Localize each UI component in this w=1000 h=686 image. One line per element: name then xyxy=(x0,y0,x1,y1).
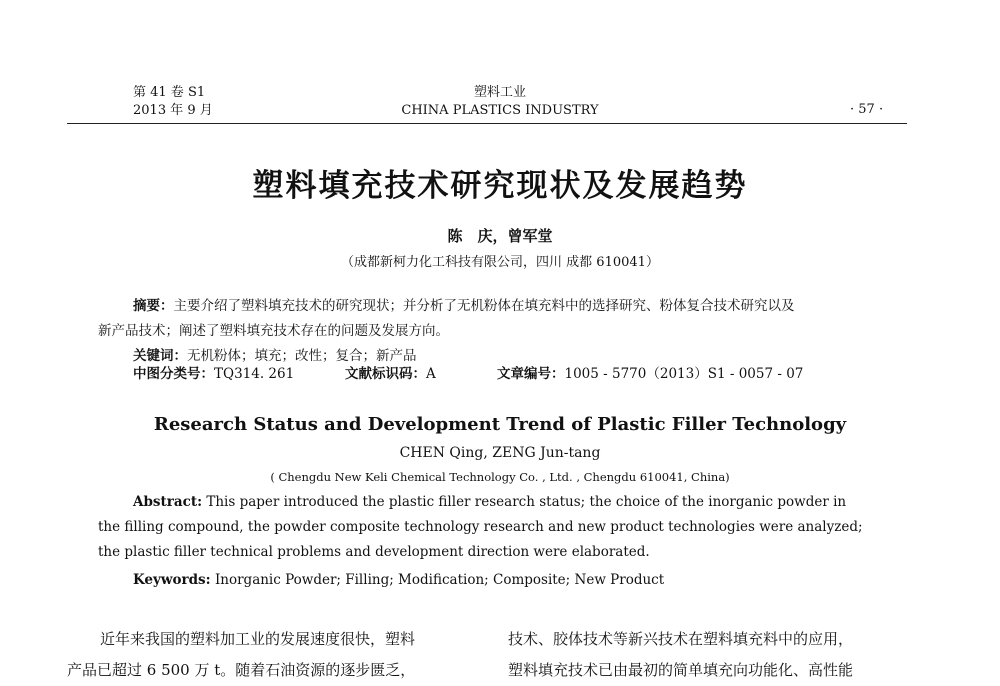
abstract-cn xyxy=(98,294,908,369)
keywords-cn-label: 关键词： xyxy=(133,348,187,364)
paper-title-en: Research Status and Development Trend of Plastic Filler Technology xyxy=(153,414,847,435)
body-column-right xyxy=(508,624,908,686)
abstract-en-line1: Abstract: This paper introduced the plastic filler research status; the choice of the inorganic powder in xyxy=(133,494,847,510)
body-right-line2: 塑料填充技术已由最初的简单填充向功能化、高性能 xyxy=(508,661,854,679)
volume-issue: 第 41 卷 S1 xyxy=(133,85,206,100)
article-number: 文章编号：1005 - 5770（2013）S1 - 0057 - 07 xyxy=(497,366,804,382)
abstract-cn-line2: 新产品技术；阐述了塑料填充技术存在的问题及发展方向。 xyxy=(98,323,449,339)
abstract-cn-line1: 摘要：主要介绍了塑料填充技术的研究现状；并分析了无机粉体在填充料中的选择研究、粉体复合技术研究以及 xyxy=(133,298,795,314)
affiliation-cn: （成都新柯力化工科技有限公司，四川 成都 610041） xyxy=(341,255,659,270)
keywords-cn: 关键词：无机粉体；填充；改性；复合；新产品 xyxy=(133,348,417,364)
page-number: · 57 · xyxy=(850,102,884,117)
affiliation-en: ( Chengdu New Keli Chemical Technology Co. , Ltd. , Chengdu 610041, China) xyxy=(270,470,730,484)
keywords-en: Keywords: Inorganic Powder; Filling; Modification; Composite; New Product xyxy=(133,572,665,588)
abstract-cn-label: 摘要： xyxy=(133,298,174,314)
authors-cn: 陈 庆，曾军堂 xyxy=(447,227,553,245)
body-left-line2: 产品已超过 6 500 万 t。随着石油资源的逐步匮乏， xyxy=(67,661,416,679)
body-left-line1: 近年来我国的塑料加工业的发展速度很快，塑料 xyxy=(100,630,416,648)
body-right-line1: 技术、胶体技术等新兴技术在塑料填充料中的应用， xyxy=(508,630,854,648)
abstract-en-line2: the filling compound, the powder composite technology research and new product technologies were analyzed; xyxy=(98,519,863,535)
running-header-center xyxy=(380,84,620,120)
publication-date: 2013 年 9 月 xyxy=(133,103,213,118)
document-code: 文献标识码：A xyxy=(345,366,436,382)
abstract-en-line3: the plastic filler technical problems and development direction were elaborated. xyxy=(98,544,650,560)
keywords-en-label: Keywords: xyxy=(133,572,211,588)
paper-title-cn: 塑料填充技术研究现状及发展趋势 xyxy=(252,168,748,204)
authors-en: CHEN Qing, ZENG Jun-tang xyxy=(399,445,601,461)
journal-name-cn: 塑料工业 xyxy=(473,85,526,100)
header-rule xyxy=(67,123,907,124)
journal-name-en: CHINA PLASTICS INDUSTRY xyxy=(401,103,599,118)
clc-number: 中图分类号：TQ314. 261 xyxy=(133,366,295,382)
abstract-en-label: Abstract: xyxy=(133,494,203,510)
running-header-left xyxy=(133,84,213,120)
abstract-en xyxy=(98,490,908,565)
body-column-left xyxy=(67,624,477,686)
